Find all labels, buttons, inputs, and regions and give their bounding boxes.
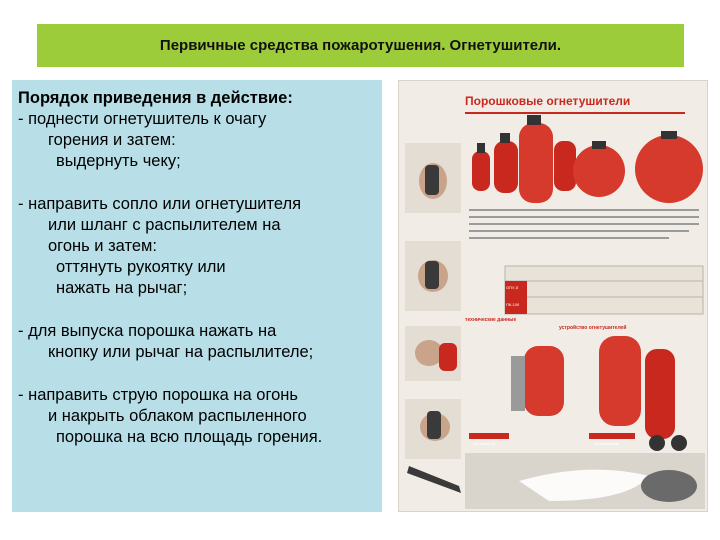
instruction-line: выдернуть чеку; xyxy=(56,152,181,170)
instruction-item-4 xyxy=(18,385,376,448)
instruction-line: - поднести огнетушитель к очагу xyxy=(18,110,267,128)
poster-title: Порошковые огнетушители xyxy=(465,94,631,108)
description-lines xyxy=(469,209,699,239)
instruction-item-1 xyxy=(18,109,376,172)
mobile-label: передвижной xyxy=(594,441,619,446)
instruction-line: оттянуть рукоятку или xyxy=(56,258,226,276)
extinguisher-poster xyxy=(398,80,708,512)
extinguisher-group-top xyxy=(472,115,703,203)
instruction-line: - для выпуска порошка нажать на xyxy=(18,322,277,340)
title-bar xyxy=(37,24,684,67)
step-images xyxy=(405,143,461,493)
spray-scene xyxy=(465,453,705,509)
instruction-line: порошка на всю площадь горения. xyxy=(56,428,323,446)
instruction-line: огонь и затем: xyxy=(48,237,157,255)
instruction-item-3 xyxy=(18,321,376,363)
poster-illustration xyxy=(399,81,708,512)
section-device-label: устройство огнетушителей xyxy=(559,325,627,331)
instruction-line: или шланг с распылителем на xyxy=(48,216,281,234)
instruction-line: - направить сопло или огнетушителя xyxy=(18,195,302,213)
table-row-label: ПК-100 xyxy=(506,302,520,307)
portable-label: переносной xyxy=(473,441,495,446)
instruction-line: - направить струю порошка на огонь xyxy=(18,386,299,404)
instructions-panel xyxy=(12,80,382,512)
instruction-line: кнопку или рычаг на распылителе; xyxy=(48,343,314,361)
slide-title: Первичные средства пожаротушения. Огнетушители. xyxy=(159,37,562,54)
instructions-heading: Порядок приведения в действие: xyxy=(18,89,293,107)
device-illustration xyxy=(469,336,687,451)
tech-data-table xyxy=(505,266,703,314)
section-tech-label: технические данные xyxy=(465,317,517,323)
instruction-line: и накрыть облаком распыленного xyxy=(48,407,307,425)
instruction-item-2 xyxy=(18,194,376,299)
instruction-line: нажать на рычаг; xyxy=(56,279,188,297)
table-row-label: ОПУ-5 xyxy=(506,285,519,290)
instruction-line: горения и затем: xyxy=(48,131,176,149)
